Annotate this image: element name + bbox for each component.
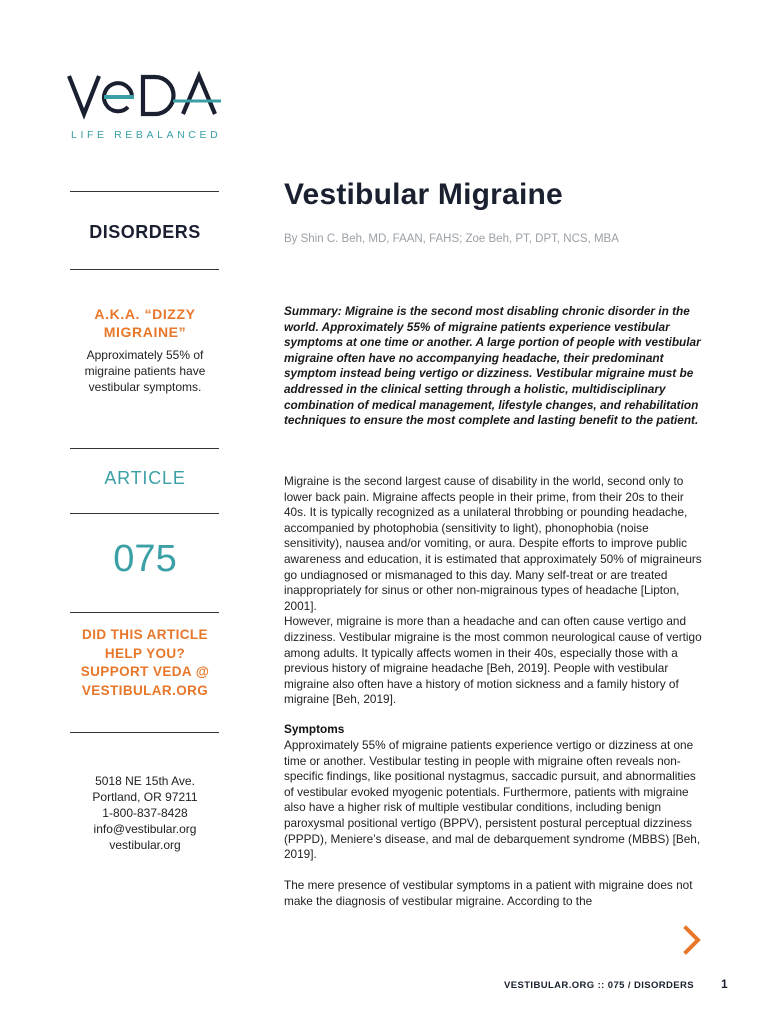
address-street: 5018 NE 15th Ave. — [95, 774, 195, 788]
sidebar-divider — [70, 269, 219, 270]
aka-title: A.K.A. “DIZZY MIGRAINE” — [94, 306, 196, 340]
sidebar-divider — [70, 612, 219, 613]
sidebar-divider — [70, 191, 219, 192]
section-label: DISORDERS — [89, 222, 201, 242]
veda-logo — [67, 70, 227, 120]
contact-address — [70, 773, 220, 853]
address-phone: 1-800-837-8428 — [102, 806, 188, 820]
paragraph-2: However, migraine is more than a headache and can often cause vertigo and dizziness. Vestibular migraine is the most common neurological cause of vertigo among adults. It typically affects women in their 40s, especially those with a previous history of migraine headache [Beh, 2019]. People with vestibular migraine also often have a history of motion sickness and a family history of migraine [Beh, 2019]. — [284, 614, 702, 707]
article-byline: By Shin C. Beh, MD, FAAN, FAHS; Zoe Beh, PT, DPT, NCS, MBA — [284, 233, 619, 245]
article-body-intro — [284, 474, 704, 708]
article-number: 075 — [113, 538, 177, 580]
article-title: Vestibular Migraine — [284, 178, 563, 211]
article-label: ARTICLE — [104, 468, 186, 488]
sidebar-divider — [70, 448, 219, 449]
logo-tagline: LIFE REBALANCED — [71, 129, 222, 141]
next-page-chevron-icon[interactable] — [680, 925, 704, 955]
paragraph-1: Migraine is the second largest cause of disability in the world, second only to lower back pain. Migraine affects people in their prime, from their 20s to their 40s. It is typically recognized as a unilateral throbbing or pounding headache, accompanied by photophobia (sensitivity to light), phonophobia (noise sensitivity), nausea and/or vomiting, or aura. Despite efforts to improve public awareness and education, it is estimated that approximately 50% of migraineurs go undiagnosed or mismanaged to this day. Many self-treat or are treated inappropriately for sinus or other non-migrainous types of headache [Lipton, 2001]. — [284, 474, 702, 613]
support-callout: DID THIS ARTICLE HELP YOU? SUPPORT VEDA @ VESTIBULAR.ORG — [80, 627, 210, 698]
paragraph-3: Approximately 55% of migraine patients experience vertigo or dizziness at one time or another. Vestibular testing in people with migraine often reveals non-specific findings, like positional nystagmus, saccadic pursuit, and abnormalities of vestibular evoked myogenic potentials. Furthermore, patients with migraine also have a higher risk of multiple vestibular conditions, including benign paroxysmal positional vertigo (BPPV), persistent postural perceptual dizziness (PPPD), Meniere’s disease, and mal de debarquement syndrome (MBBS) [Beh, 2019]. — [284, 738, 701, 862]
article-summary: Summary: Migraine is the second most disabling chronic disorder in the world. Approximately 55% of migraine patients experience vestibular symptoms at one time or another. A large portion of people with vestibular migraine often have no accompanying headache, their predominant symptom instead being vertigo or dizziness. Vestibular migraine must be addressed in the clinical setting through a holistic, multidisciplinary combination of medical management, lifestyle changes, and rehabilitation techniques to ensure the most complete and lasting benefit to the patient. — [284, 304, 701, 428]
address-website[interactable]: vestibular.org — [109, 838, 181, 852]
symptoms-heading: Symptoms — [284, 722, 345, 736]
sidebar-divider — [70, 732, 219, 733]
footer-label: VESTIBULAR.ORG :: 075 / DISORDERS — [504, 980, 695, 991]
address-city: Portland, OR 97211 — [92, 790, 198, 804]
paragraph-4: The mere presence of vestibular symptoms in a patient with migraine does not make the diagnosis of vestibular migraine. According to the — [284, 878, 693, 908]
aka-description: Approximately 55% of migraine patients have vestibular symptoms. — [84, 348, 206, 394]
sidebar-divider — [70, 513, 219, 514]
page-number: 1 — [721, 977, 728, 991]
address-email[interactable]: info@vestibular.org — [93, 822, 197, 836]
